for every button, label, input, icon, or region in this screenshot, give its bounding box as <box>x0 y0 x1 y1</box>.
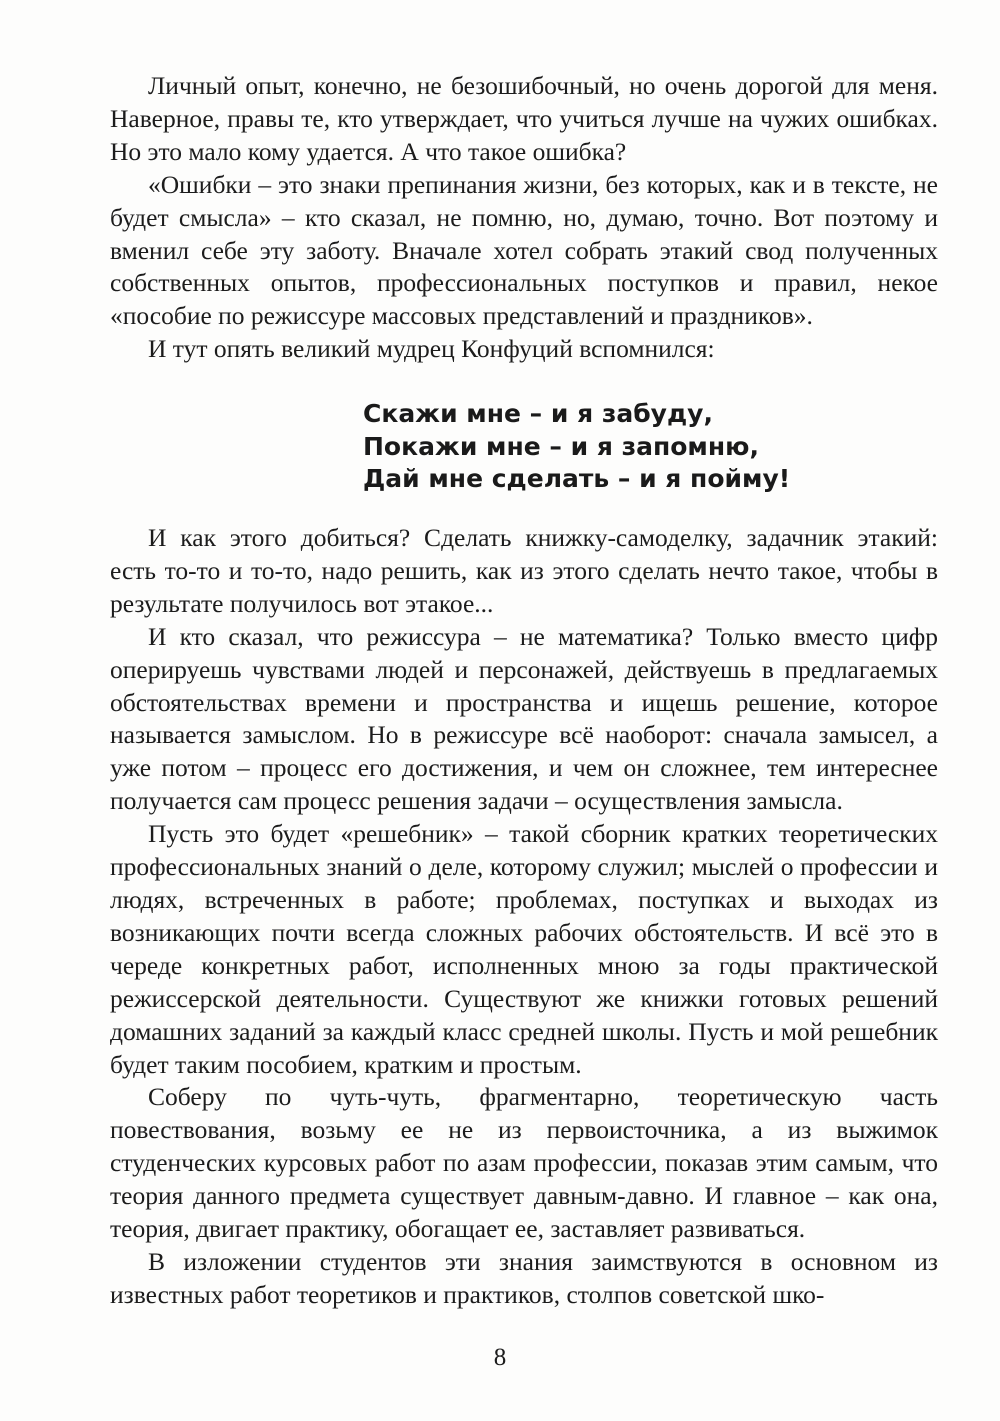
paragraph: Пусть это будет «решебник» – такой сборник кратких теоретических профессиональных знаний о деле, которому служил; мыслей о профессии и людях, встреченных в работе; проблемах, поступках и выходах из возникающих почти всегда сложных рабочих обстоятельств. И всё это в череде конкретных работ, исполненных мною за годы практической режиссерской деятельности. Существуют же книжки готовых решений домашних заданий за каждый класс средней школы. Пусть и мой решебник будет таким пособием, кратким и простым. <box>110 819 938 1079</box>
quote-line: Покажи мне – и я запомню, <box>363 431 759 461</box>
page-number: 8 <box>493 1344 507 1371</box>
paragraph: Соберу по чуть-чуть, фрагментарно, теоретическую часть повествования, возьму ее не из первоисточника, а из выжимок студенческих курсовых работ по азам профессии, показав этим самым, что теория данного предмета существует давным-давно. И главное – как она, теория, двигает практику, обогащает ее, заставляет развиваться. <box>110 1082 938 1244</box>
quote-line: Скажи мне – и я забуду, <box>363 399 713 428</box>
epigraph-quote <box>363 398 790 496</box>
paragraph: Личный опыт, конечно, не безошибочный, но очень дорогой для меня. Наверное, правы те, кто утверждает, что учиться лучше на чужих ошибках. Но это мало кому удается. А что такое ошибка? <box>110 71 938 166</box>
paragraph: И кто сказал, что режиссура – не математика? Только вместо цифр оперируешь чувствами людей и персонажей, действуешь в предлагаемых обстоятельствах времени и пространства и ищешь решение, которое называется замыслом. Но в режиссуре всё наоборот: сначала замысел, а уже потом – процесс его достижения, и чем он сложнее, тем интереснее получается сам процесс решения задачи – осуществления замысла. <box>110 621 938 816</box>
text-block-bottom <box>110 522 938 1312</box>
quote-line: Дай мне сделать – и я пойму! <box>363 464 791 493</box>
paragraph: В изложении студентов эти знания заимствуются в основном из известных работ теоретиков и практиков, столпов советской шко- <box>110 1246 938 1309</box>
paragraph: И как этого добиться? Сделать книжку-самоделку, задачник этакий: есть то-то и то-то, надо решить, как из этого сделать нечто такое, чтобы в результате получилось вот этакое... <box>110 523 938 618</box>
text-block-top <box>110 70 938 366</box>
paragraph: И тут опять великий мудрец Конфуций вспомнился: <box>148 334 715 364</box>
paragraph: «Ошибки – это знаки препинания жизни, без которых, как и в тексте, не будет смысла» – кто сказал, не помню, но, думаю, точно. Вот поэтому и вменил себе эту заботу. Вначале хотел собрать этакий свод полученных собственных опытов, профессиональных поступков и правил, некое «пособие по режиссуре массовых представлений и праздников». <box>110 169 938 331</box>
